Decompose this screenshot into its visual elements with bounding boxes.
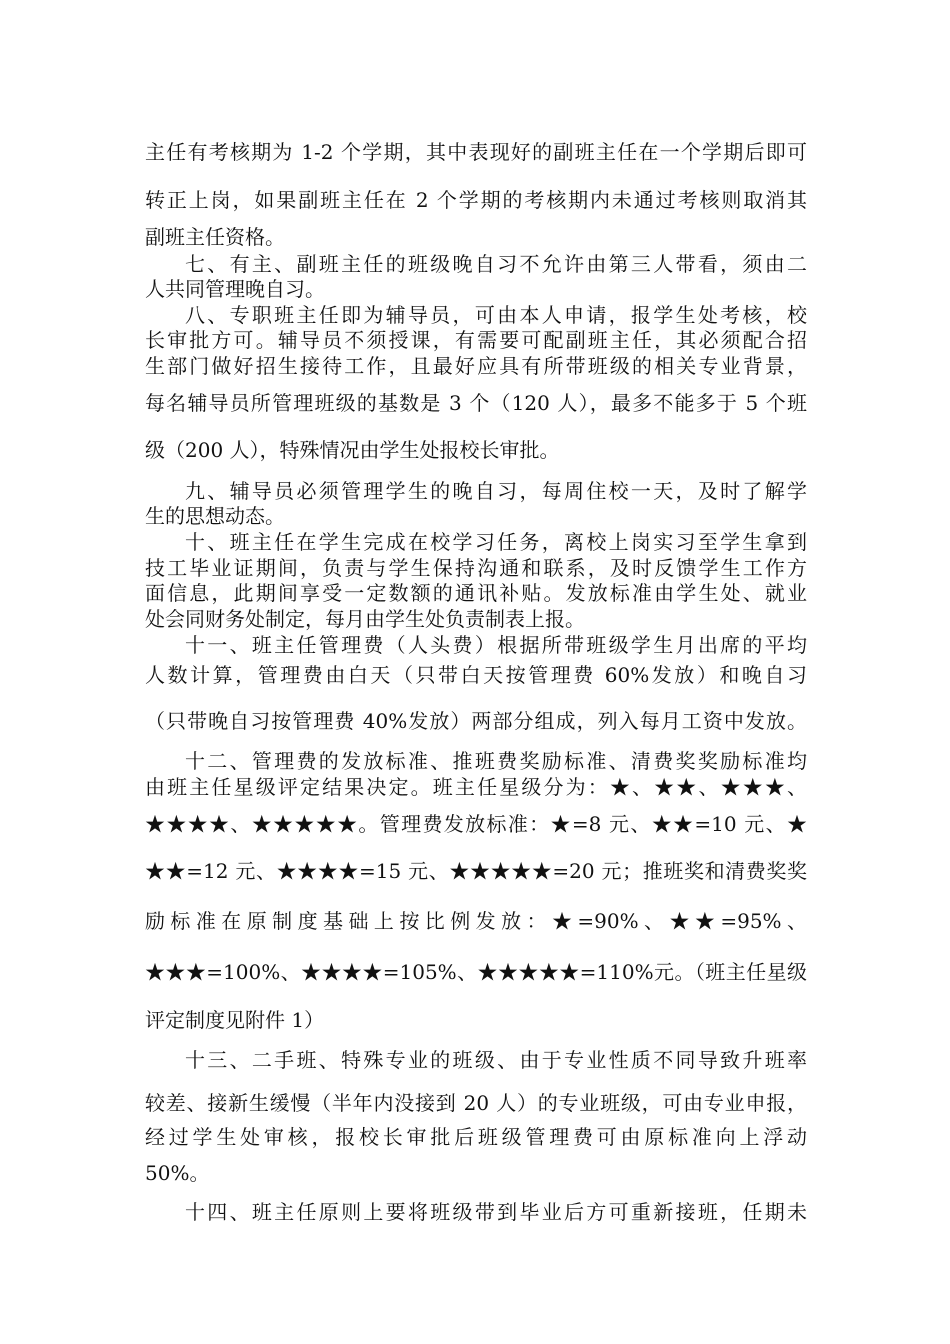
text-line: 九、辅导员必须管理学生的晚自习，每周住校一天，及时了解学	[185, 479, 807, 503]
text-line: （只带晚自习按管理费 40%发放）两部分组成，列入每月工资中发放。	[145, 709, 807, 733]
text-line: 主任有考核期为 1-2 个学期，其中表现好的副班主任在一个学期后即可	[145, 140, 807, 164]
text-line: ★★★=100%、★★★★=105%、★★★★★=110%元。（班主任星级	[145, 960, 807, 984]
text-line: 十二、管理费的发放标准、推班费奖励标准、清费奖奖励标准均	[185, 749, 807, 773]
text-line: 技工毕业证期间，负责与学生保持沟通和联系，及时反馈学生工作方	[145, 556, 807, 580]
text-line: 副班主任资格。	[145, 225, 285, 249]
text-line: 50%。	[145, 1161, 210, 1185]
text-line: 处会同财务处制定，每月由学生处负责制表上报。	[145, 607, 585, 631]
text-line: 级（200 人），特殊情况由学生处报校长审批。	[145, 438, 560, 462]
text-line: 每名辅导员所管理班级的基数是 3 个（120 人），最多不能多于 5 个班	[145, 391, 807, 415]
text-line: 人共同管理晚自习。	[145, 277, 325, 301]
text-line: 十、班主任在学生完成在校学习任务，离校上岗实习至学生拿到	[185, 530, 807, 554]
text-line: ★★★★、★★★★★。管理费发放标准：★=8 元、★★=10 元、★	[145, 812, 807, 836]
text-line: 面信息，此期间享受一定数额的通讯补贴。发放标准由学生处、就业	[145, 581, 807, 605]
text-line: 评定制度见附件 1）	[145, 1008, 325, 1032]
text-line: 生部门做好招生接待工作，且最好应具有所带班级的相关专业背景，	[145, 354, 807, 378]
text-line: 八、专职班主任即为辅导员，可由本人申请，报学生处考核，校	[185, 303, 807, 327]
text-line: 由班主任星级评定结果决定。班主任星级分为：★、★★、★★★、	[145, 775, 807, 799]
text-line: 十一、班主任管理费（人头费）根据所带班级学生月出席的平均	[185, 633, 807, 657]
text-line: 励标准在原制度基础上按比例发放：★=90%、★★=95%、	[145, 909, 807, 933]
text-line: 生的思想动态。	[145, 504, 285, 528]
text-line: 人数计算，管理费由白天（只带白天按管理费 60%发放）和晚自习	[145, 663, 807, 687]
text-line: 较差、接新生缓慢（半年内没接到 20 人）的专业班级，可由专业申报，	[145, 1091, 807, 1115]
text-line: 七、有主、副班主任的班级晚自习不允许由第三人带看，须由二	[185, 252, 807, 276]
text-line: 经过学生处审核，报校长审批后班级管理费可由原标准向上浮动	[145, 1125, 807, 1149]
text-line: 转正上岗，如果副班主任在 2 个学期的考核期内未通过考核则取消其	[145, 188, 807, 212]
text-line: 十四、班主任原则上要将班级带到毕业后方可重新接班，任期未	[185, 1200, 807, 1224]
text-line: 十三、二手班、特殊专业的班级、由于专业性质不同导致升班率	[185, 1048, 807, 1072]
text-line: 长审批方可。辅导员不须授课，有需要可配副班主任，其必须配合招	[145, 328, 807, 352]
text-line: ★★=12 元、★★★★=15 元、★★★★★=20 元；推班奖和清费奖奖	[145, 859, 807, 883]
